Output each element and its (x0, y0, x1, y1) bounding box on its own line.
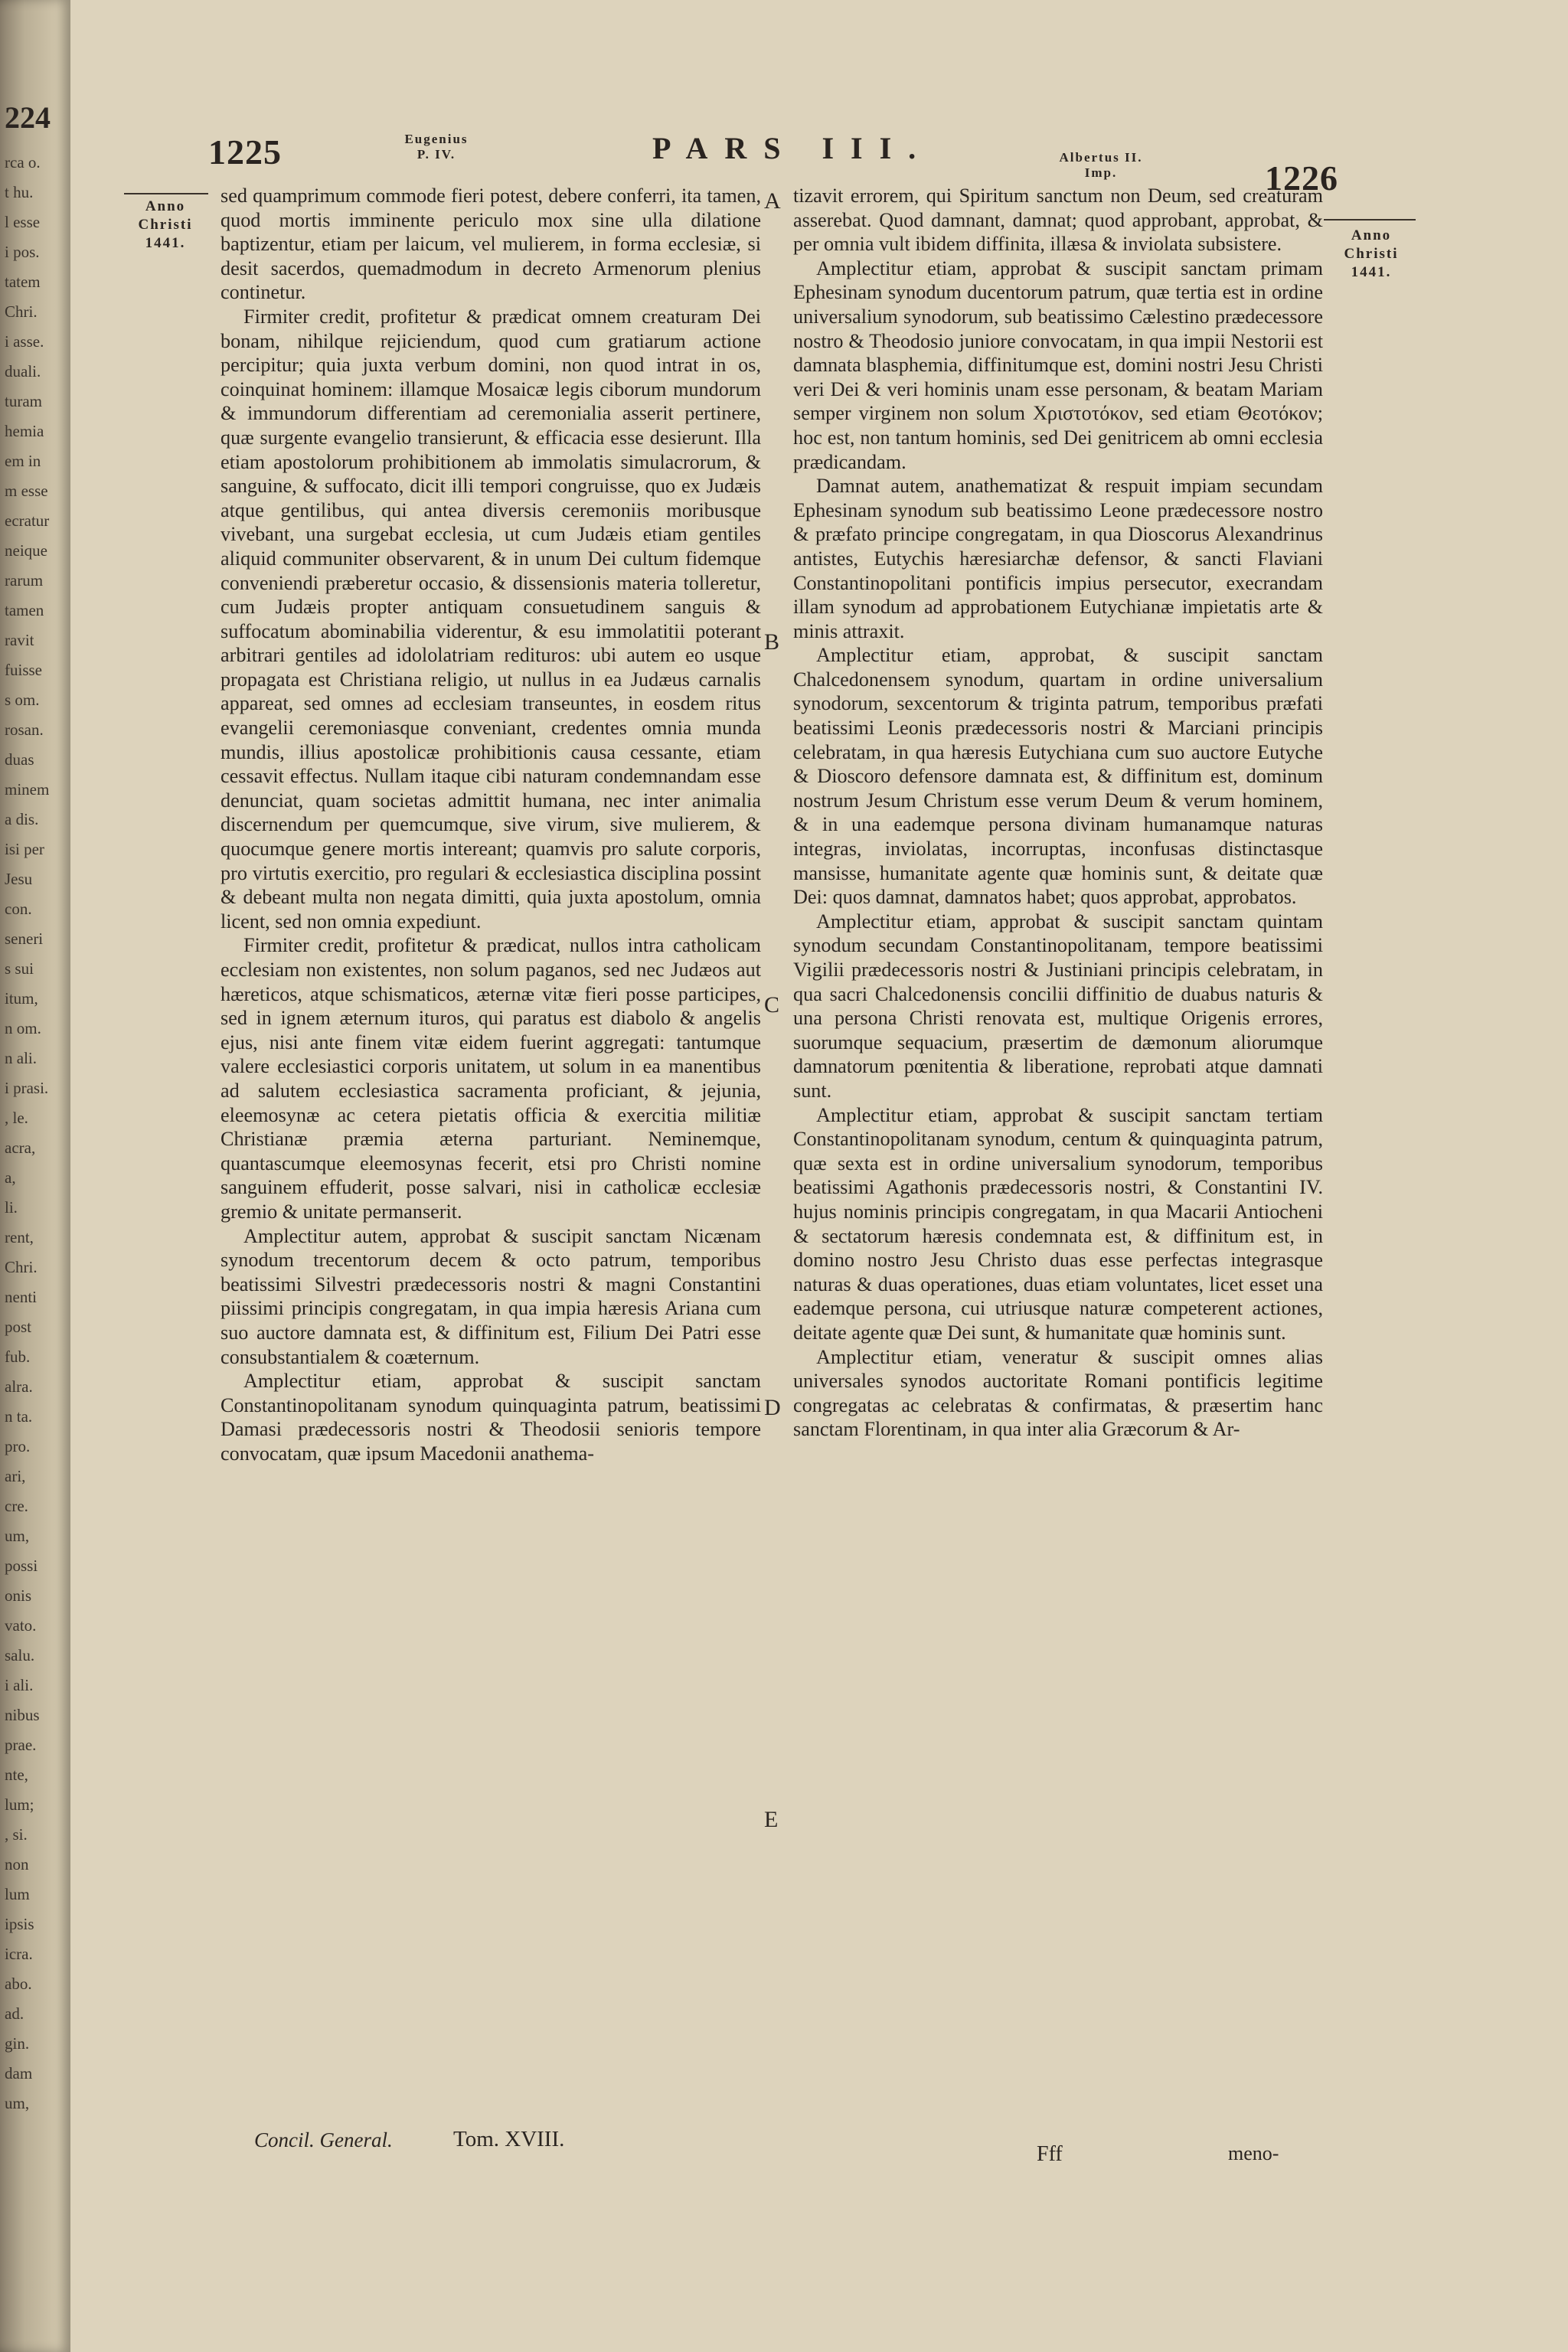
adjacent-page-word: i pos. (5, 243, 40, 261)
adjacent-page-word: tamen (5, 601, 44, 619)
signature-mark: Fff (1037, 2142, 1063, 2166)
adjacent-page-word: s om. (5, 691, 40, 709)
adjacent-page-word: Chri. (5, 1258, 38, 1276)
book-page (70, 0, 1568, 2352)
adjacent-page-word: rca o. (5, 153, 41, 172)
left-paragraph-2: Firmiter credit, profitetur & prædicat omnem creaturam Dei bonam, nihilque rejiciendum, quod cum gratiarum actione percipitur; quia juxta verbum domini, non quod intrat in os, coinquinat hominem: illamque Mosaicæ legis ciborum mundorum & immundorum differentiam ad ceremonialia asserit pertinere, quæ surgente evangelio transierunt, & efficacia esse desierunt. Illa etiam apostolorum prohibitionem ab immolatis simulacrorum, & sanguine, & suffocato, dicit illi tempori congruisse, quo ex Judæis atque gentilibus, qui antea diversis ceremoniis moribusque vivebant, una surgebat ecclesia, ut cum Judæis etiam gentiles aliquid communiter observarent, & in unum Dei cultum fidemque conveniendi præberetur occasio, & dissensionis materia tolleretur, cum Judæis propter antiquam consuetudinem sanguis & suffocatum abominabilia viderentur, & esu immolatitii poterant arbitrari gentiles ad idololatriam redituros: ubi autem eo usque propagata est Christiana religio, ut nullus in ea Judæus carnalis appareat, sed omnes ad ecclesiam transeuntes, in eosdem ritus evangelii ceremoniasque conveniant, credentes omnia munda mundis, illius apostolicæ prohibitionis causa cessante, etiam cessavit effectus. Nullam itaque cibi naturam condemnandam esse denunciat, quam societas admittit humana, nec inter animalia discernendum per quemcumque, sive virum, sive mulierem, & quocumque genere mortis intereant; quamvis pro salute corporis, pro virtutis exercitio, pro regulari & ecclesiastica disciplina possint & debeant multa non negata dimitti, quia juxta apostolum, omnia licent, sed non omnia expediunt. (220, 305, 761, 933)
adjacent-page-word: , si. (5, 1825, 28, 1844)
adjacent-page-word: Jesu (5, 870, 33, 888)
left-running-head (368, 132, 505, 162)
left-running-title: Eugenius (404, 132, 469, 146)
adjacent-page-word: l esse (5, 213, 41, 231)
adjacent-page-word: icra. (5, 1945, 33, 1963)
section-letter-c: C (764, 992, 780, 1018)
adjacent-page-word: ecratur (5, 511, 50, 530)
adjacent-page-word: itum, (5, 989, 38, 1008)
right-margin-rule (1324, 219, 1416, 220)
adjacent-page-word: tatem (5, 273, 41, 291)
adjacent-page-word: fuisse (5, 661, 42, 679)
adjacent-page-word: nibus (5, 1706, 40, 1724)
right-running-sub: Imp. (1084, 165, 1118, 180)
section-letter-b: B (764, 629, 780, 655)
section-letter-d: D (764, 1395, 781, 1420)
right-paragraph-7: Amplectitur etiam, veneratur & suscipit omnes alias universales synodos auctoritate Romani pontificis legitime congregatas ac celebratas & confirmatas, & præsertim hanc sanctam Florentinam, in qua inter alia Græcorum & Ar- (793, 1345, 1323, 1441)
adjacent-page-word: gin. (5, 2034, 30, 2053)
right-text-column (793, 184, 1323, 1442)
footer-series: Concil. General. (254, 2128, 393, 2151)
adjacent-page-word: minem (5, 780, 50, 799)
right-running-title: Albertus II. (1059, 150, 1143, 165)
adjacent-page-word: ravit (5, 631, 34, 649)
left-paragraph-5: Amplectitur etiam, approbat & suscipit sanctam Constantinopolitanam synodum quinquaginta patrum, beatissimi Damasi prædecessoris nostri & Theodosii senioris tempore convocatam, quæ ipsum Macedonii anathema- (220, 1370, 761, 1465)
adjacent-page-word: duas (5, 750, 34, 769)
adjacent-page-word: neique (5, 541, 47, 560)
right-running-head (1032, 150, 1170, 181)
adjacent-page-word: isi per (5, 840, 44, 858)
margin-year-right: Anno Christi 1441. (1344, 227, 1399, 280)
left-text-column (220, 184, 761, 1465)
adjacent-page-word: um, (5, 2094, 30, 2112)
right-paragraph-5: Amplectitur etiam, approbat & suscipit sanctam quintam synodum secundam Constantinopolitanam, tempore beatissimi Vigilii prædecessoris nostri & Justiniani principis celebratam, in qua sacri Chalcedonensis concilii diffinitio de duabus naturis & una persona Christi renovata est, multique Origenis errores, suorumque sequacium, præsertim de dæmonum aliorumque damnatorum pœnitentia & liberatione, reprobati atque damnati sunt. (793, 910, 1323, 1102)
adjacent-page-word: , le. (5, 1109, 28, 1127)
adjacent-page-word: nte, (5, 1766, 28, 1784)
adjacent-page-word: ipsis (5, 1915, 34, 1933)
adjacent-page-word: cre. (5, 1497, 28, 1515)
adjacent-page-word: i ali. (5, 1676, 34, 1694)
left-paragraph-1: sed quamprimum commode fieri potest, debere conferri, ita tamen, quod mortis imminente periculo mox sine ulla dilatione baptizentur, etiam per laicum, vel mulierem, in forma ecclesiæ, si desit sacerdos, quemadmodum in decreto Armenorum plenius continetur. (220, 185, 761, 304)
adjacent-page-word: possi (5, 1557, 38, 1575)
right-paragraph-2: Amplectitur etiam, approbat & suscipit sanctam primam Ephesinam synodum ducentorum patrum, quæ tertia est in ordine universalium synodorum, sub beatissimo Cælestino prædecessore nostro & Theodosio juniore convocatam, in qua impii Nestorii est damnata blasphemia, diffinitumque est, domini nostri Jesu Christi veri Dei & veri hominis unam esse personam, & beatam Mariam semper virginem non solum Χριστοτόκον, sed etiam Θεοτόκον; hoc est, non tantum hominis, sed Dei genitricem ab omni ecclesia prædicandam. (793, 256, 1323, 473)
right-page-number: 1226 (1265, 158, 1338, 198)
adjacent-page-word: vato. (5, 1616, 37, 1635)
right-paragraph-3: Damnat autem, anathematizat & respuit impiam secundam Ephesinam synodum sub beatissimo Leone prædecessore nostro & præfato principe congregatam, in qua Dioscorus Alexandrinus antistes, Eutychis hæresiarchæ defensor, & sancti Flaviani Constantinopolitani pontificis impius persecutor, execrandam illam synodum ad approbationem Eutychianæ impietatis arte & minis attraxit. (793, 475, 1323, 642)
adjacent-page-word: um, (5, 1527, 30, 1545)
adjacent-page-edge (0, 0, 70, 2352)
left-running-sub: P. IV. (416, 147, 456, 162)
page-title: PARS III. (652, 131, 933, 165)
adjacent-page-word: nenti (5, 1288, 37, 1306)
right-paragraph-4: Amplectitur etiam, approbat, & suscipit sanctam Chalcedonensem synodum, quartam in ordine universalium synodorum, sexcentorum & triginta patrum, temporibus præfati beatissimi Leonis prædecessoris nostri & Marciani principis celebratam, in qua hæresis Eutychiana cum suo auctore Eutyche & Dioscoro defensore damnata est, & diffinitum est, dominum nostrum Jesum Christum esse verum Deum & verum hominem, & in una eademque persona divinam humanamque naturas integras, inviolatas, incorruptas, inconfusas distinctasque mansisse, humanitate agente quæ hominis sunt, & deitate quæ Dei: quos damnat, damnatos habet; quos approbat, approbatos. (793, 644, 1323, 909)
adjacent-page-word: lum (5, 1885, 30, 1903)
catchword: meno- (1228, 2142, 1279, 2164)
adjacent-page-word: duali. (5, 362, 41, 381)
section-letter-a: A (764, 188, 781, 214)
adjacent-page-word: salu. (5, 1646, 35, 1664)
adjacent-page-word: t hu. (5, 183, 34, 201)
adjacent-page-word: m esse (5, 482, 48, 500)
adjacent-page-word: dam (5, 2064, 33, 2082)
adjacent-page-word: n ali. (5, 1049, 37, 1067)
adjacent-page-word: hemia (5, 422, 44, 440)
adjacent-page-word: ad. (5, 2004, 24, 2023)
left-page-number: 1225 (208, 132, 282, 172)
adjacent-page-word: pro. (5, 1437, 31, 1455)
adjacent-page-word: alra. (5, 1377, 33, 1396)
adjacent-page-word: onis (5, 1586, 32, 1605)
adjacent-page-word: rarum (5, 571, 44, 590)
adjacent-page-word: li. (5, 1198, 18, 1217)
adjacent-page-word: rosan. (5, 720, 44, 739)
adjacent-page-word: turam (5, 392, 42, 410)
adjacent-page-word: em in (5, 452, 41, 470)
adjacent-page-word: abo. (5, 1975, 32, 1993)
adjacent-page-word: n ta. (5, 1407, 33, 1426)
adjacent-page-word: con. (5, 900, 32, 918)
adjacent-page-word: ari, (5, 1467, 26, 1485)
adjacent-page-word: Chri. (5, 302, 38, 321)
left-paragraph-3: Firmiter credit, profitetur & prædicat, nullos intra catholicam ecclesiam non existentes, non solum paganos, sed nec Judæos aut hæreticos, atque schismaticos, æternæ vitæ fieri posse participes, sed in ignem æternum ituros, qui paratus est diabolo & angelis ejus, nisi ante finem vitæ eidem fuerint aggregati: tantumque valere ecclesiastici corporis unitatem, ut solum in ea manentibus ad salutem ecclesiastica sacramenta proficiant, & jejunia, eleemosynæ ac cetera pietatis officia & exercitia militiæ Christianæ præmia æterna parturiant. Neminemque, quantascumque eleemosynas fecerit, etsi pro Christi nomine sanguinem effuderit, posse salvari, nisi in catholicæ ecclesiæ gremio & unitate permanserit. (220, 934, 761, 1223)
section-letter-e: E (764, 1807, 779, 1832)
adjacent-page-word: a dis. (5, 810, 39, 828)
adjacent-page-word: a, (5, 1168, 16, 1187)
adjacent-page-word: n om. (5, 1019, 41, 1037)
left-paragraph-4: Amplectitur autem, approbat & suscipit sanctam Nicænam synodum trecentorum decem & octo patrum, temporibus beatissimi Silvestri prædecessoris nostri & magni Constantini piissimi principis congregatam, in qua impia hæresis Ariana cum suo auctore damnata est, & diffinitum est, Filium Dei Patri esse consubstantialem & coæternum. (220, 1224, 761, 1368)
adjacent-page-word: i prasi. (5, 1079, 49, 1097)
adjacent-page-number: 224 (5, 100, 51, 135)
adjacent-page-word: seneri (5, 929, 44, 948)
adjacent-page-word: non (5, 1855, 29, 1873)
adjacent-page-word: s sui (5, 959, 34, 978)
footer-tome: Tom. XVIII. (453, 2127, 565, 2151)
adjacent-page-word: i asse. (5, 332, 44, 351)
adjacent-page-word: fub. (5, 1348, 31, 1366)
right-paragraph-1: tizavit errorem, qui Spiritum sanctum non Deum, sed creaturam asserebat. Quod damnant, damnat; quod approbant, approbat, & per omnia vult ibidem diffinita, illæsa & inviolata subsistere. (793, 185, 1323, 256)
adjacent-page-word: post (5, 1318, 32, 1336)
right-paragraph-6: Amplectitur etiam, approbat & suscipit sanctam tertiam Constantinopolitanam synodum, centum & quinquaginta patrum, quæ sexta est in ordine universalium synodorum, temporibus beatissimi Agathonis prædecessoris nostri, & Constantini IV. hujus nominis principis congregatam, in qua Macarii Antiocheni & sectatorum hæresis condemnata est, & diffinitum est, in domino nostro Jesu Christo duas esse perfectas integrasque naturas & duas operationes, duas etiam voluntates, licet esset una eademque persona, cui utriusque naturæ competerent actiones, deitate agente quæ Dei sunt, & humanitate quæ hominis sunt. (793, 1103, 1323, 1344)
adjacent-page-word: rent, (5, 1228, 34, 1246)
adjacent-page-word: lum; (5, 1795, 34, 1814)
adjacent-page-word: acra, (5, 1138, 36, 1157)
adjacent-page-word: prae. (5, 1736, 37, 1754)
margin-year-left: Anno Christi 1441. (138, 198, 193, 251)
left-margin-rule (124, 193, 208, 194)
